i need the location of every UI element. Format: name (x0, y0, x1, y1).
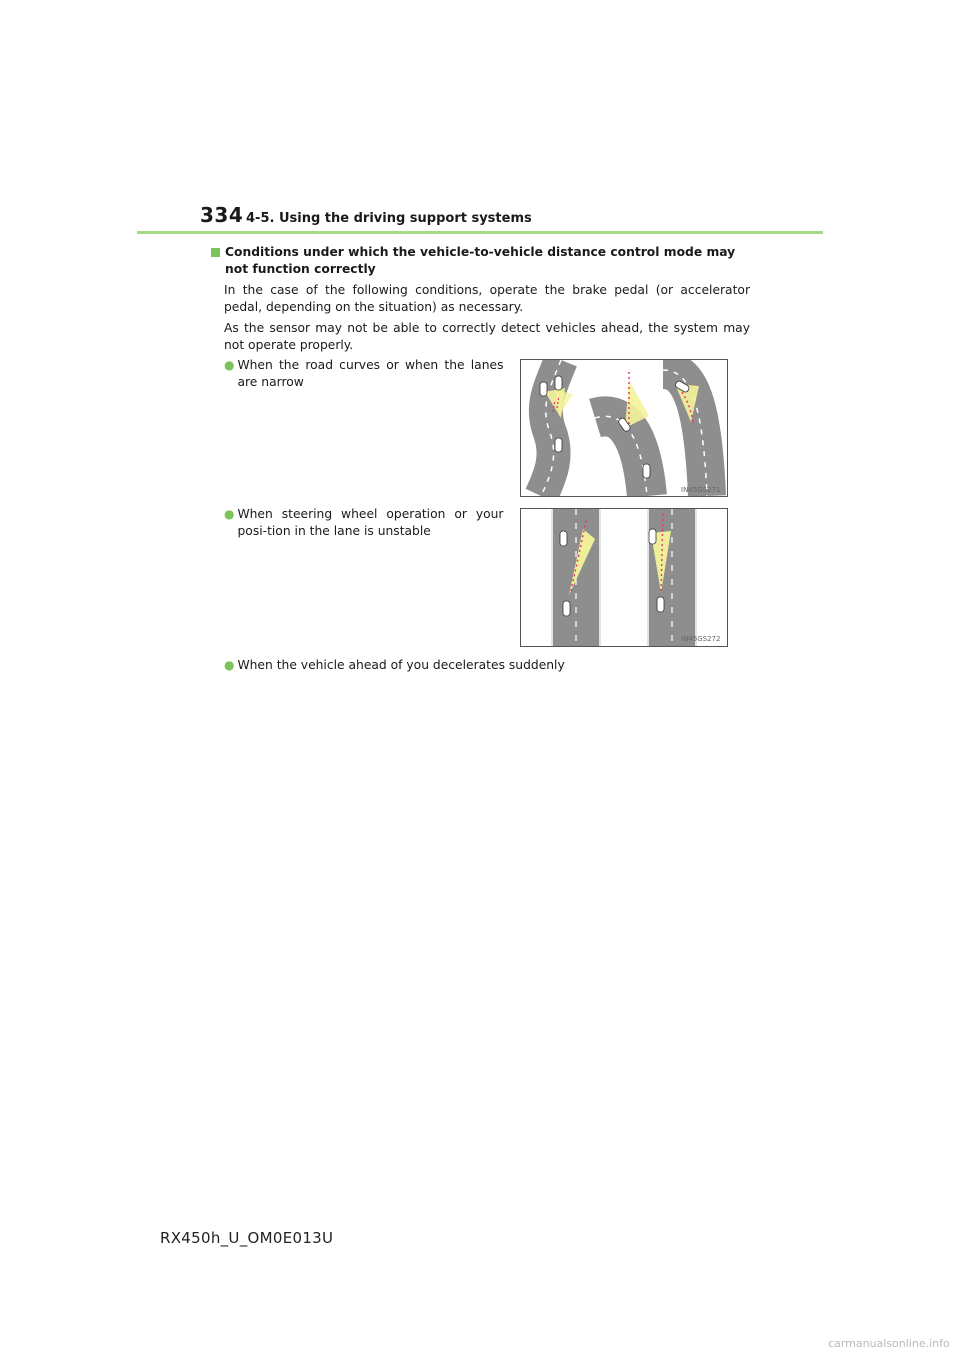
watermark: carmanualsonline.info (828, 1337, 950, 1350)
circle-bullet-icon: ● (224, 507, 235, 521)
list-item (224, 506, 503, 540)
section-title: 4-5. Using the driving support systems (246, 211, 532, 226)
circle-bullet-icon: ● (224, 358, 235, 372)
footer-model-code: RX450h_U_OM0E013U (160, 1229, 334, 1247)
curved-road-illustration (520, 359, 728, 497)
paragraph: In the case of the following conditions, operate the brake pedal (or accelerator pedal, depending on the situation) as necessary. (224, 283, 750, 314)
page-number: 334 (200, 203, 244, 227)
square-bullet-icon (211, 248, 220, 257)
straight-road-drawing (521, 509, 727, 646)
circle-bullet-icon: ● (224, 658, 235, 672)
list-item (224, 657, 637, 674)
paragraph: As the sensor may not be able to correctly detect vehicles ahead, the system may not operate properly. (224, 321, 750, 352)
section-heading-text: Conditions under which the vehicle-to-vehicle distance control mode may not function correctly (225, 245, 736, 276)
straight-road-illustration (520, 508, 728, 647)
list-item (224, 357, 503, 391)
list-item-text: When steering wheel operation or your posi-tion in the lane is unstable (237, 507, 504, 538)
header-rule (137, 231, 823, 234)
list-item-text: When the vehicle ahead of you decelerates suddenly (237, 658, 565, 672)
section-body (210, 244, 750, 354)
section-heading (210, 244, 750, 278)
image-code: IN45GS271 (681, 486, 721, 494)
curved-road-drawing (521, 360, 727, 496)
list-item-text: When the road curves or when the lanes are narrow (237, 358, 504, 389)
image-code: IN45GS272 (681, 635, 721, 643)
